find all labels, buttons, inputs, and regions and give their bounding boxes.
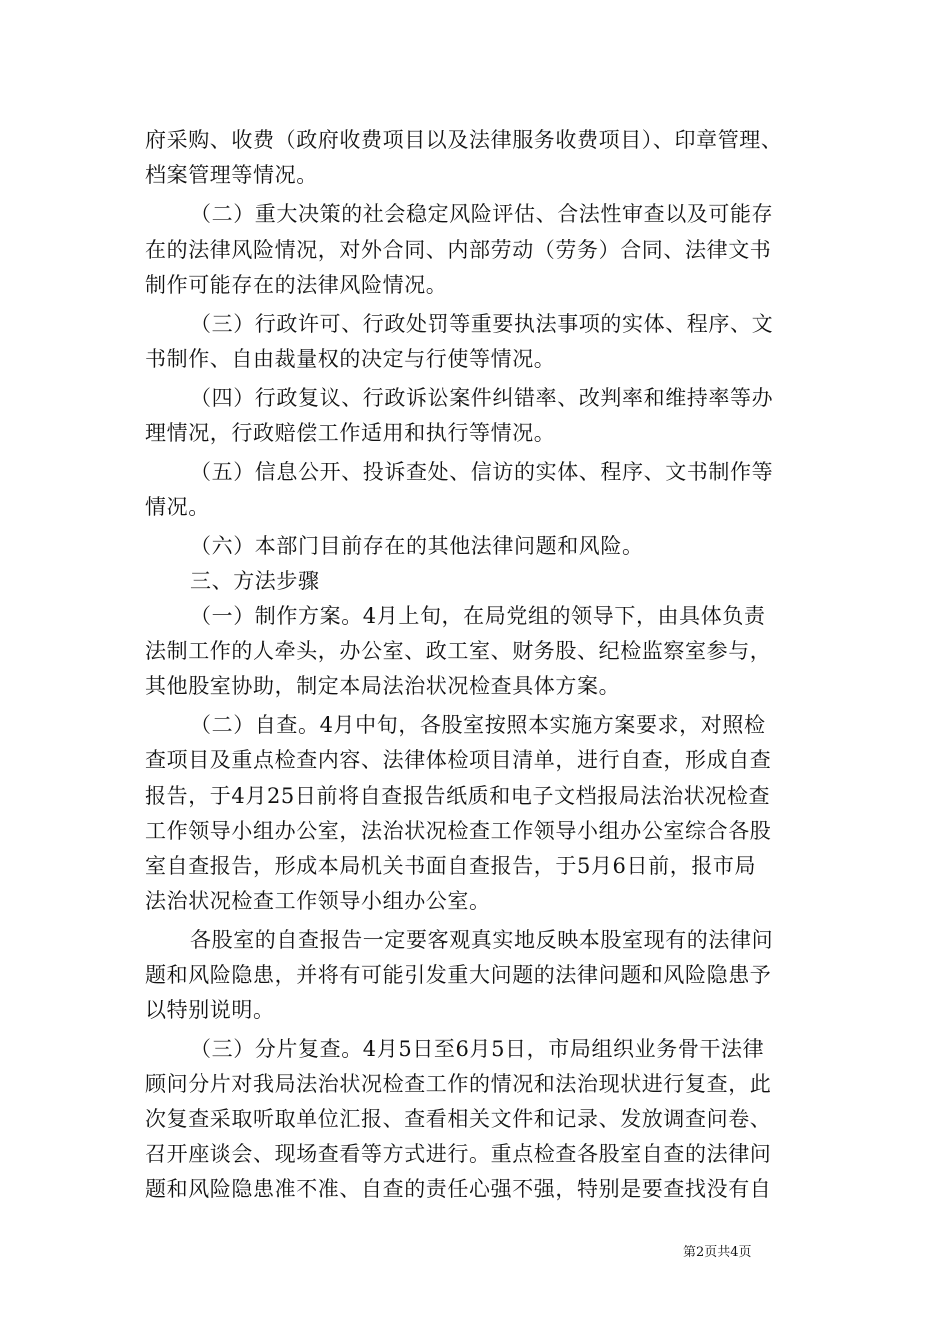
text-line: 各股室的自查报告一定要客观真实地反映本股室现有的法律问 (190, 928, 774, 952)
text-line: 书制作、自由裁量权的决定与行使等情况。 (145, 347, 556, 371)
text-line: 查项目及重点检查内容、法律体检项目清单，进行自查，形成自查 (145, 748, 772, 772)
text-line: （四）行政复议、行政诉讼案件纠错率、改判率和维持率等办 (190, 386, 774, 410)
page-number-footer: 第2页共4页 (683, 1245, 752, 1260)
text-line: 题和风险隐患准不准、自查的责任心强不强，特别是要查找没有自 (145, 1177, 772, 1201)
text-line: 室自查报告，形成本局机关书面自查报告，于5月6日前，报市局 (145, 854, 757, 878)
text-line: 制作可能存在的法律风险情况。 (145, 273, 448, 297)
text-line: 次复查采取听取单位汇报、查看相关文件和记录、发放调查问卷、 (145, 1107, 772, 1131)
text-line: 工作领导小组办公室，法治状况检查工作领导小组办公室综合各股 (145, 819, 772, 843)
text-line: 法制工作的人牵头，办公室、政工室、财务股、纪检监察室参与， (145, 639, 772, 663)
text-line: 府采购、收费（政府收费项目以及法律服务收费项目）、印章管理、 (145, 128, 783, 152)
text-line: （三）分片复查。4月5日至6月5日，市局组织业务骨干法律 (190, 1037, 765, 1061)
text-line: （三）行政许可、行政处罚等重要执法事项的实体、程序、文 (190, 312, 774, 336)
text-line: 在的法律风险情况，对外合同、内部劳动（劳务）合同、法律文书 (145, 238, 772, 262)
text-line: 报告，于4月25日前将自查报告纸质和电子文档报局法治状况检查 (145, 784, 771, 808)
text-line: 顾问分片对我局法治状况检查工作的情况和法治现状进行复查，此 (145, 1072, 772, 1096)
text-line: 题和风险隐患，并将有可能引发重大问题的法律问题和风险隐患予 (145, 963, 772, 987)
text-line: 情况。 (145, 495, 210, 519)
text-line: （五）信息公开、投诉查处、信访的实体、程序、文书制作等 (190, 460, 774, 484)
text-line: 其他股室协助，制定本局法治状况检查具体方案。 (145, 674, 621, 698)
text-line: （二）自查。4月中旬，各股室按照本实施方案要求，对照检 (190, 713, 766, 737)
text-line: （二）重大决策的社会稳定风险评估、合法性审查以及可能存 (190, 202, 774, 226)
text-line: 三、方法步骤 (190, 569, 320, 593)
text-line: 档案管理等情况。 (145, 163, 318, 187)
text-line: 理情况，行政赔偿工作适用和执行等情况。 (145, 421, 556, 445)
text-line: 以特别说明。 (145, 998, 275, 1022)
text-line: 法治状况检查工作领导小组办公室。 (145, 889, 491, 913)
text-line: （六）本部门目前存在的其他法律问题和风险。 (190, 534, 644, 558)
text-line: 召开座谈会、现场查看等方式进行。重点检查各股室自查的法律问 (145, 1142, 772, 1166)
text-line: （一）制作方案。4月上旬，在局党组的领导下，由具体负责 (190, 604, 766, 628)
